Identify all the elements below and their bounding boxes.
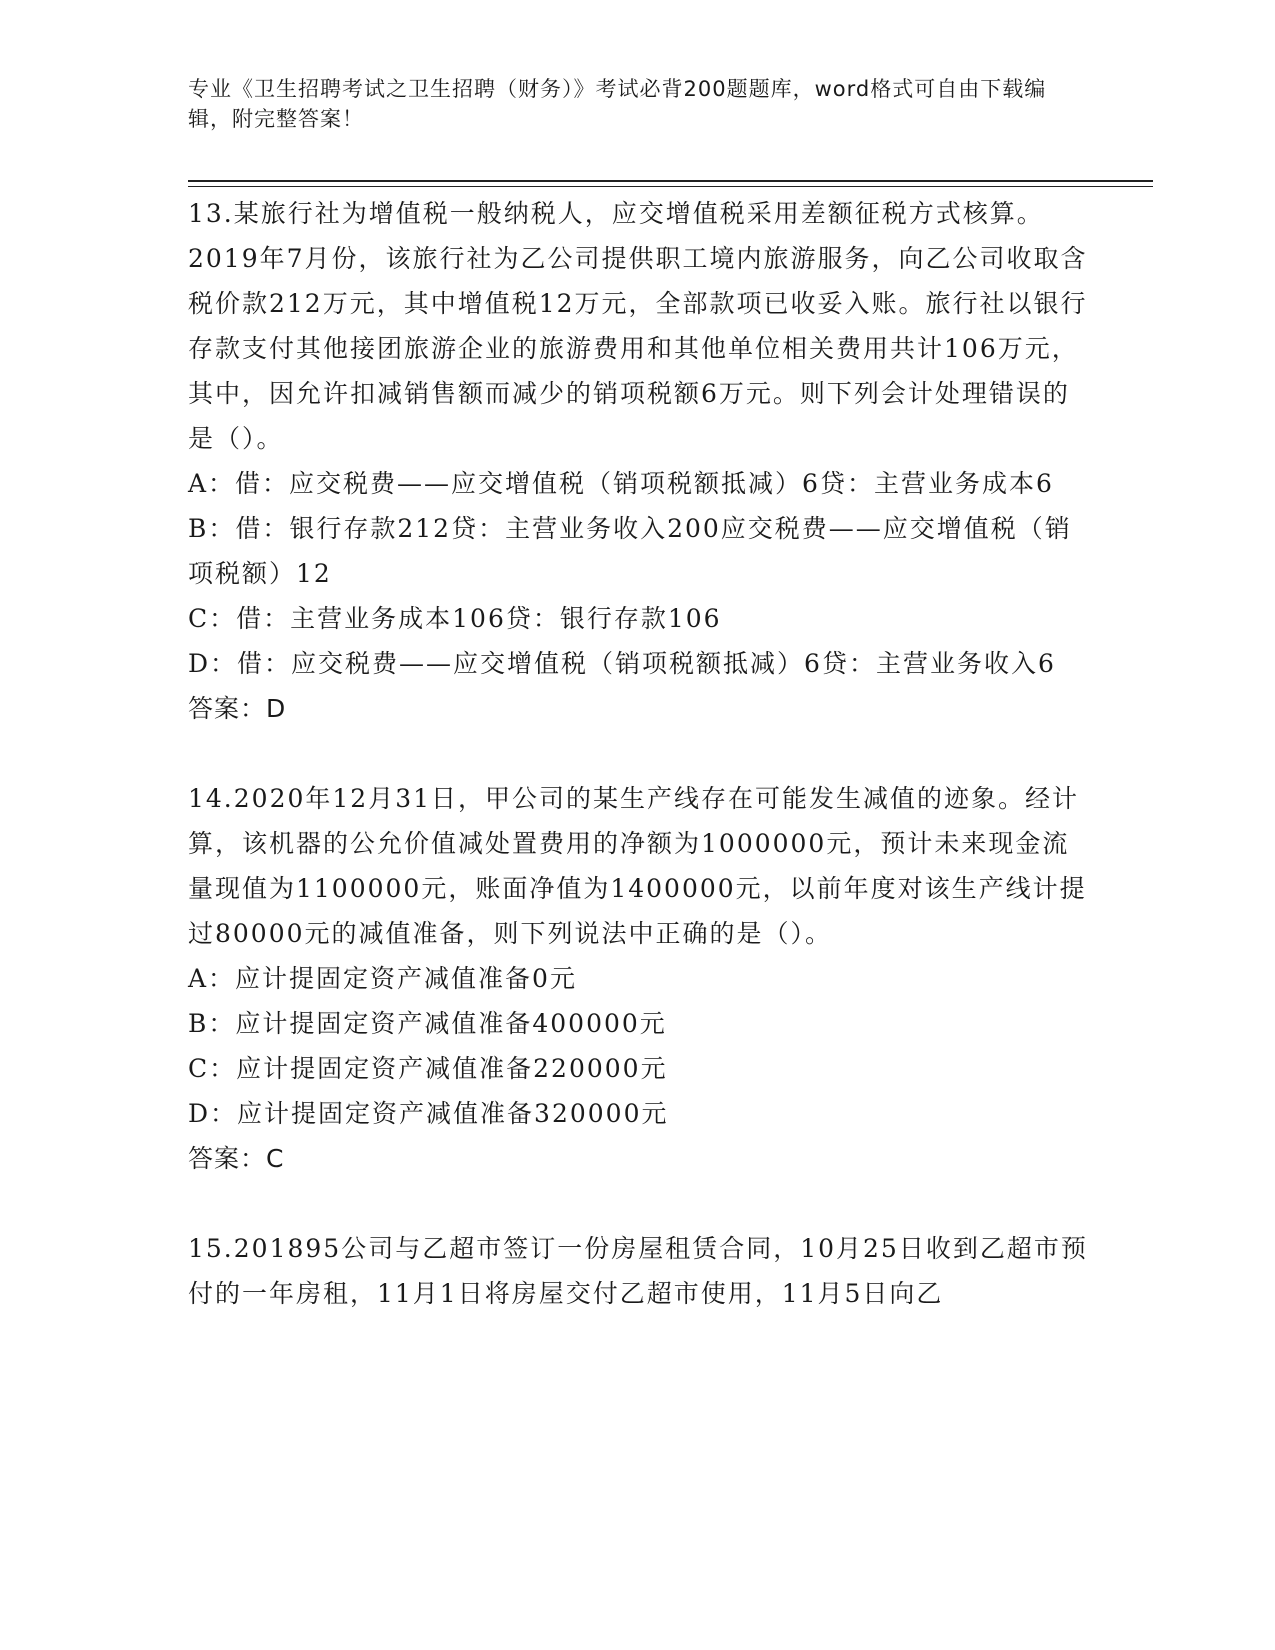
question-stem: 14.2020年12月31日，甲公司的某生产线存在可能发生减值的迹象。经计算，该机器的公允价值减处置费用的净额为1000000元，预计未来现金流量现值为1100000元，账面净值为1400000元，以前年度对该生产线计提过80000元的减值准备，则下列说法中正确的是（）。 <box>188 784 1087 948</box>
option-a: A：借：应交税费——应交增值税（销项税额抵减）6贷：主营业务成本6 <box>188 469 1054 498</box>
question-stem: 13.某旅行社为增值税一般纳税人，应交增值税采用差额征税方式核算。2019年7月份，该旅行社为乙公司提供职工境内旅游服务，向乙公司收取含税价款212万元，其中增值税12万元，全部款项已收妥入账。旅行社以银行存款支付其他接团旅游企业的旅游费用和其他单位相关费用共计106万元，其中，因允许扣减销售额而减少的销项税额6万元。则下列会计处理错误的是（）。 <box>188 199 1088 453</box>
option-b: B：应计提固定资产减值准备400000元 <box>188 1009 667 1038</box>
question-spacer <box>188 1181 1088 1226</box>
option-c: C：借：主营业务成本106贷：银行存款106 <box>188 604 722 633</box>
question-15 <box>188 1226 1088 1316</box>
answer: 答案：D <box>188 694 287 723</box>
option-b: B：借：银行存款212贷：主营业务收入200应交税费——应交增值税（销项税额）12 <box>188 514 1072 588</box>
option-d: D：应计提固定资产减值准备320000元 <box>188 1099 669 1128</box>
question-14 <box>188 776 1088 1181</box>
header-divider-thick <box>188 180 1153 182</box>
header-divider-thin <box>188 186 1153 187</box>
question-list <box>188 191 1088 1316</box>
question-13 <box>188 191 1088 731</box>
option-c: C：应计提固定资产减值准备220000元 <box>188 1054 668 1083</box>
option-d: D：借：应交税费——应交增值税（销项税额抵减）6贷：主营业务收入6 <box>188 649 1056 678</box>
document-header: 专业《卫生招聘考试之卫生招聘（财务）》考试必背200题题库，word格式可自由下载编辑，附完整答案！ <box>188 77 1047 131</box>
option-a: A：应计提固定资产减值准备0元 <box>188 964 577 993</box>
question-spacer <box>188 731 1088 776</box>
answer: 答案：C <box>188 1144 285 1173</box>
question-stem: 15.201895公司与乙超市签订一份房屋租赁合同，10月25日收到乙超市预付的一年房租，11月1日将房屋交付乙超市使用，11月5日向乙 <box>188 1234 1088 1308</box>
